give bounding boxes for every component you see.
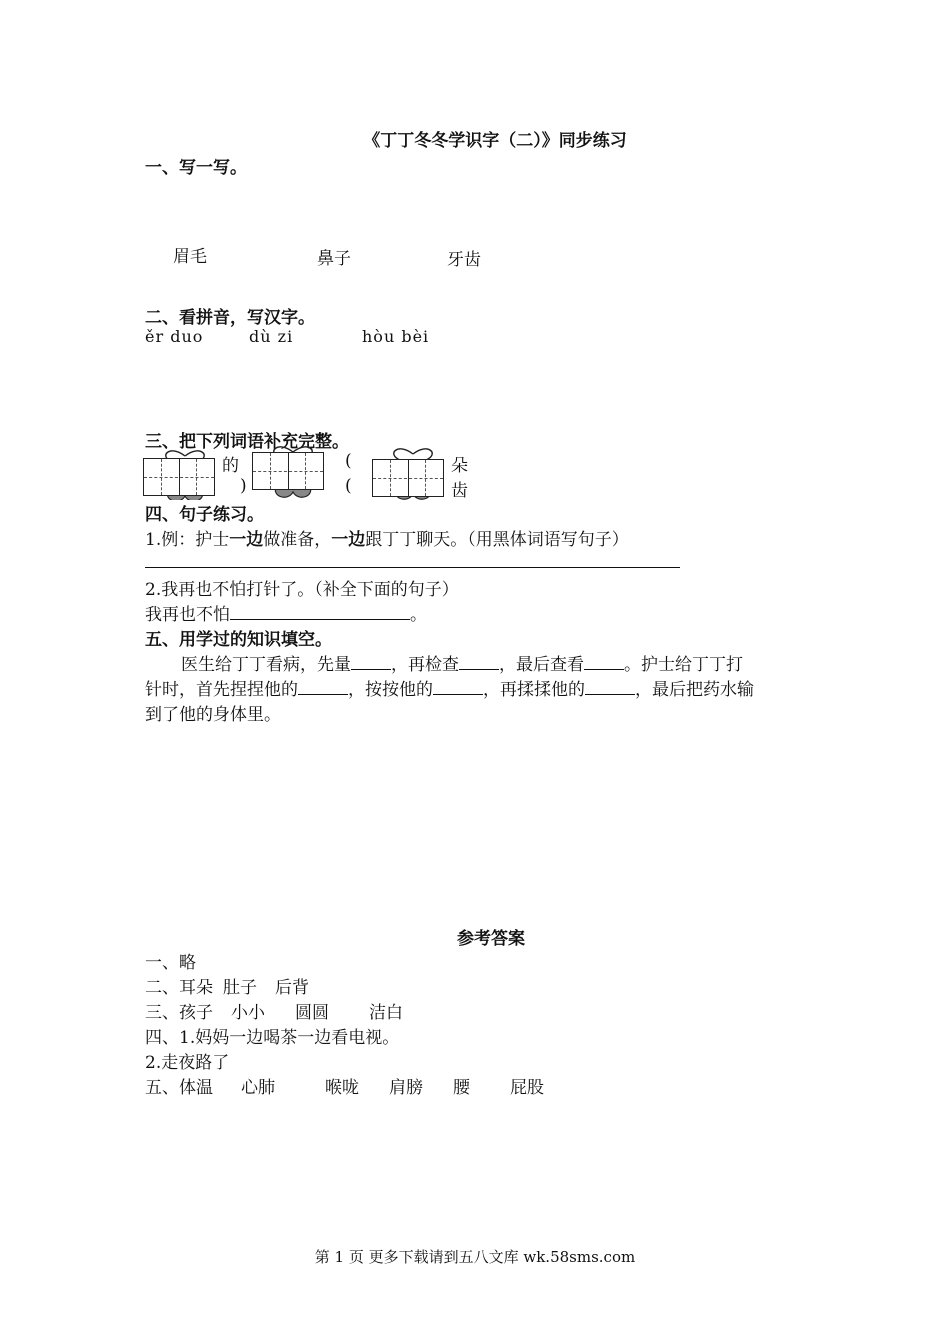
word-3: 牙齿 — [447, 250, 481, 270]
answer-item: 心肺 — [241, 1078, 275, 1098]
pinyin-3: hòu bèi — [362, 327, 430, 346]
answer-item: 洁白 — [369, 1003, 403, 1023]
answer-1: 一、略 — [145, 953, 196, 973]
q1-prefix: 1.例：护士 — [145, 530, 230, 550]
word-1: 眉毛 — [173, 247, 207, 267]
answer-2 — [145, 973, 309, 998]
section-2-heading: 二、看拼音，写汉字。 — [145, 308, 315, 328]
q1-suffix: 跟丁丁聊天。（用黑体词语写句子） — [365, 530, 629, 550]
writing-grid-2[interactable] — [252, 452, 324, 490]
blank-press[interactable] — [433, 677, 483, 695]
answer-item: 屁股 — [510, 1078, 544, 1098]
q1-mid: 做准备， — [263, 530, 332, 550]
fill-2b: ( — [345, 476, 352, 496]
s5-text: 。护士给丁丁打 — [624, 655, 743, 675]
answer-item: 肩膀 — [389, 1078, 423, 1098]
fill-2c: 齿 — [451, 481, 468, 501]
s4-q2-fill — [145, 600, 427, 625]
s5-text: 针时，首先捏捏他的 — [145, 680, 298, 700]
blank-temperature[interactable] — [351, 652, 391, 670]
s4-q1 — [145, 525, 629, 550]
answer-item: 二、耳朵 — [145, 978, 213, 998]
answer-item: 腰 — [453, 1078, 470, 1098]
word-2: 鼻子 — [317, 249, 351, 269]
writing-grid-3[interactable] — [372, 459, 444, 497]
fill-2a: ) — [240, 476, 247, 496]
q2-blank[interactable] — [230, 602, 410, 620]
answers-heading: 参考答案 — [457, 929, 525, 949]
blank-check[interactable] — [459, 652, 499, 670]
s5-text: 医生给丁丁看病，先量 — [181, 655, 351, 675]
s5-text: ，再检查 — [391, 655, 459, 675]
s5-line-2 — [145, 675, 754, 700]
q1-bold-2: 一边 — [331, 530, 366, 550]
writing-grid-1[interactable] — [143, 458, 215, 496]
s5-line-3: 到了他的身体里。 — [145, 705, 281, 725]
q2-fill-suffix: 。 — [410, 605, 427, 625]
s4-q2: 2.我再也不怕打针了。（补全下面的句子） — [145, 580, 459, 600]
pinyin-1: ěr duo — [145, 327, 204, 346]
s5-text: ，按按他的 — [348, 680, 433, 700]
q1-bold-1: 一边 — [229, 530, 264, 550]
section-3-heading: 三、把下列词语补充完整。 — [145, 432, 349, 452]
section-1-heading: 一、写一写。 — [145, 158, 247, 178]
s5-text: ，最后把药水输 — [635, 680, 754, 700]
answer-4: 四、1.妈妈一边喝茶一边看电视。 — [145, 1028, 400, 1048]
s5-line-1 — [181, 650, 743, 675]
blank-pinch[interactable] — [298, 677, 348, 695]
answer-item: 肚子 — [223, 978, 257, 998]
answer-item: 喉咙 — [325, 1078, 359, 1098]
blank-rub[interactable] — [585, 677, 635, 695]
answer-item: 圆圆 — [295, 1003, 329, 1023]
answer-item: 后背 — [275, 978, 309, 998]
page-title: 《丁丁冬冬学识字（二）》同步练习 — [363, 131, 627, 151]
answer-item: 五、体温 — [145, 1078, 213, 1098]
answer-4b: 2.走夜路了 — [145, 1053, 230, 1073]
section-5-heading: 五、用学过的知识填空。 — [145, 630, 332, 650]
answer-item: 三、孩子 — [145, 1003, 213, 1023]
blank-look[interactable] — [584, 652, 624, 670]
page-footer: 第 1 页 更多下载请到五八文库 wk.58sms.com — [314, 1248, 636, 1266]
section-4-heading: 四、句子练习。 — [145, 500, 268, 525]
s5-text: ，最后查看 — [499, 655, 584, 675]
answer-item: 小小 — [231, 1003, 265, 1023]
fill-1a: 的 — [222, 456, 239, 476]
answer-5 — [145, 1073, 544, 1098]
fill-1b: ( — [345, 451, 352, 471]
answer-3 — [145, 998, 403, 1023]
s5-text: ，再揉揉他的 — [483, 680, 585, 700]
answer-line-1[interactable] — [145, 567, 680, 568]
fill-1c: 朵 — [451, 456, 468, 476]
q2-fill-prefix: 我再也不怕 — [145, 605, 230, 625]
pinyin-2: dù zi — [249, 327, 294, 346]
